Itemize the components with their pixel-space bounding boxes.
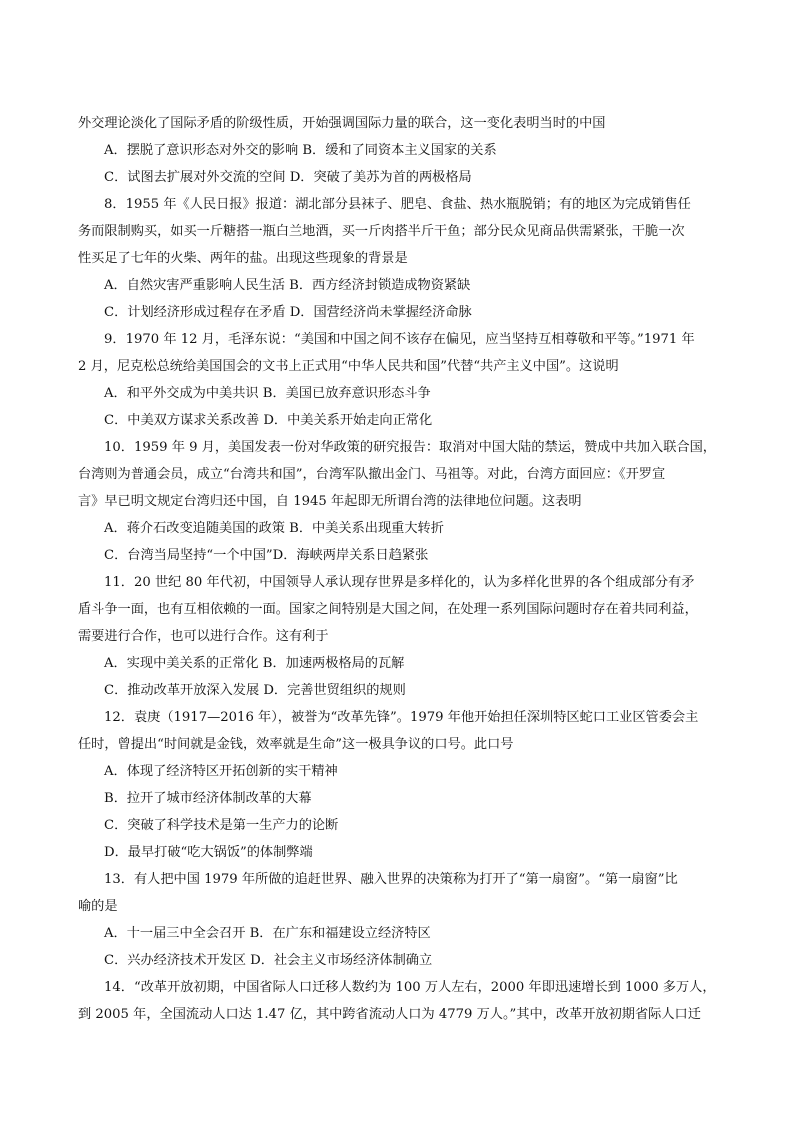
- text-line: 喻的是: [78, 899, 118, 914]
- option-line: A．和平外交成为中美共识 B．美国已放弃意识形态斗争: [104, 386, 431, 401]
- option-line: A．摆脱了意识形态对外交的影响 B．缓和了同资本主义国家的关系: [104, 143, 497, 158]
- text-line: 务而限制购买，如买一斤糖搭一瓶白兰地酒，买一斤肉搭半斤干鱼；部分民众见商品供需紧张，干脆一次: [78, 224, 685, 239]
- option-line: A．自然灾害严重影响人民生活 B．西方经济封锁造成物资紧缺: [104, 278, 471, 293]
- question-9-stem: 9．1970 年 12 月，毛泽东说：“美国和中国之间不该存在偏见，应当坚持互相尊敬和平等。”1971 年: [104, 332, 695, 347]
- question-12-stem: 12．袁庚（1917—2016 年），被誉为“改革先锋”。1979 年他开始担任深圳特区蛇口工业区管委会主: [104, 710, 699, 725]
- text-line: 盾斗争一面，也有互相依赖的一面。国家之间特别是大国之间，在处理一系列国际问题时存在着共同利益，: [78, 602, 698, 617]
- text-line: 2 月，尼克松总统给美国国会的文书上正式用“中华人民共和国”代替“共产主义中国”。这说明: [78, 359, 619, 374]
- option-line: A．体现了经济特区开拓创新的实干精神: [104, 764, 338, 779]
- text-line: 性买足了七年的火柴、两年的盐。出现这些现象的背景是: [78, 251, 408, 266]
- option-line: C．中美双方谋求关系改善 D．中美关系开始走向正常化: [104, 413, 433, 428]
- option-line: C．试图去扩展对外交流的空间 D．突破了美苏为首的两极格局: [104, 170, 472, 185]
- option-line: A．蒋介石改变追随美国的政策 B．中美关系出现重大转折: [104, 521, 444, 536]
- option-line: C．推动改革开放深入发展 D．完善世贸组织的规则: [104, 683, 406, 698]
- option-line: C．突破了科学技术是第一生产力的论断: [104, 818, 339, 833]
- question-10-stem: 10．1959 年 9 月，美国发表一份对华政策的研究报告：取消对中国大陆的禁运，赞成中共加入联合国，: [104, 440, 716, 455]
- option-line: B．拉开了城市经济体制改革的大幕: [104, 791, 312, 806]
- text-line: 到 2005 年，全国流动人口达 1.47 亿，其中跨省流动人口为 4779 万人。”其中，改革开放初期省际人口迁: [78, 1007, 701, 1022]
- question-11-stem: 11．20 世纪 80 年代初，中国领导人承认现存世界是多样化的，认为多样化世界的各个组成部分有矛: [104, 575, 695, 590]
- text-line: 需要进行合作，也可以进行合作。这有利于: [78, 629, 329, 644]
- question-8-stem: 8．1955 年《人民日报》报道：湖北部分县袜子、肥皂、食盐、热水瓶脱销；有的地区为完成销售任: [104, 197, 691, 212]
- option-line: C．计划经济形成过程存在矛盾 D．国营经济尚未掌握经济命脉: [104, 305, 472, 320]
- option-line: A．十一届三中全会召开 B．在广东和福建设立经济特区: [104, 926, 431, 941]
- text-line: 台湾则为普通会员，成立“台湾共和国”，台湾军队撤出金门、马祖等。对此，台湾方面回应：《开罗宣: [78, 467, 666, 482]
- option-line: A．实现中美关系的正常化 B．加速两极格局的瓦解: [104, 656, 405, 671]
- question-13-stem: 13．有人把中国 1979 年所做的追赶世界、融入世界的决策称为打开了“第一扇窗”。“第一扇窗”比: [104, 872, 678, 887]
- option-line: D．最早打破“吃大锅饭”的体制弊端: [104, 845, 313, 860]
- text-line: 外交理论淡化了国际矛盾的阶级性质，开始强调国际力量的联合，这一变化表明当时的中国: [78, 116, 606, 131]
- text-line: 任时，曾提出“时间就是金钱，效率就是生命”这一极具争议的口号。此口号: [78, 737, 514, 752]
- option-line: C．兴办经济技术开发区 D．社会主义市场经济体制确立: [104, 953, 433, 968]
- question-14-stem: 14．“改革开放初期，中国省际人口迁移人数约为 100 万人左右，2000 年即迅速增长到 1000 多万人，: [104, 980, 716, 995]
- option-line: C．台湾当局坚持“一个中国”D．海峡两岸关系日趋紧张: [104, 548, 429, 563]
- text-line: 言》早已明文规定台湾归还中国，自 1945 年起即无所谓台湾的法律地位问题。这表明: [78, 494, 582, 509]
